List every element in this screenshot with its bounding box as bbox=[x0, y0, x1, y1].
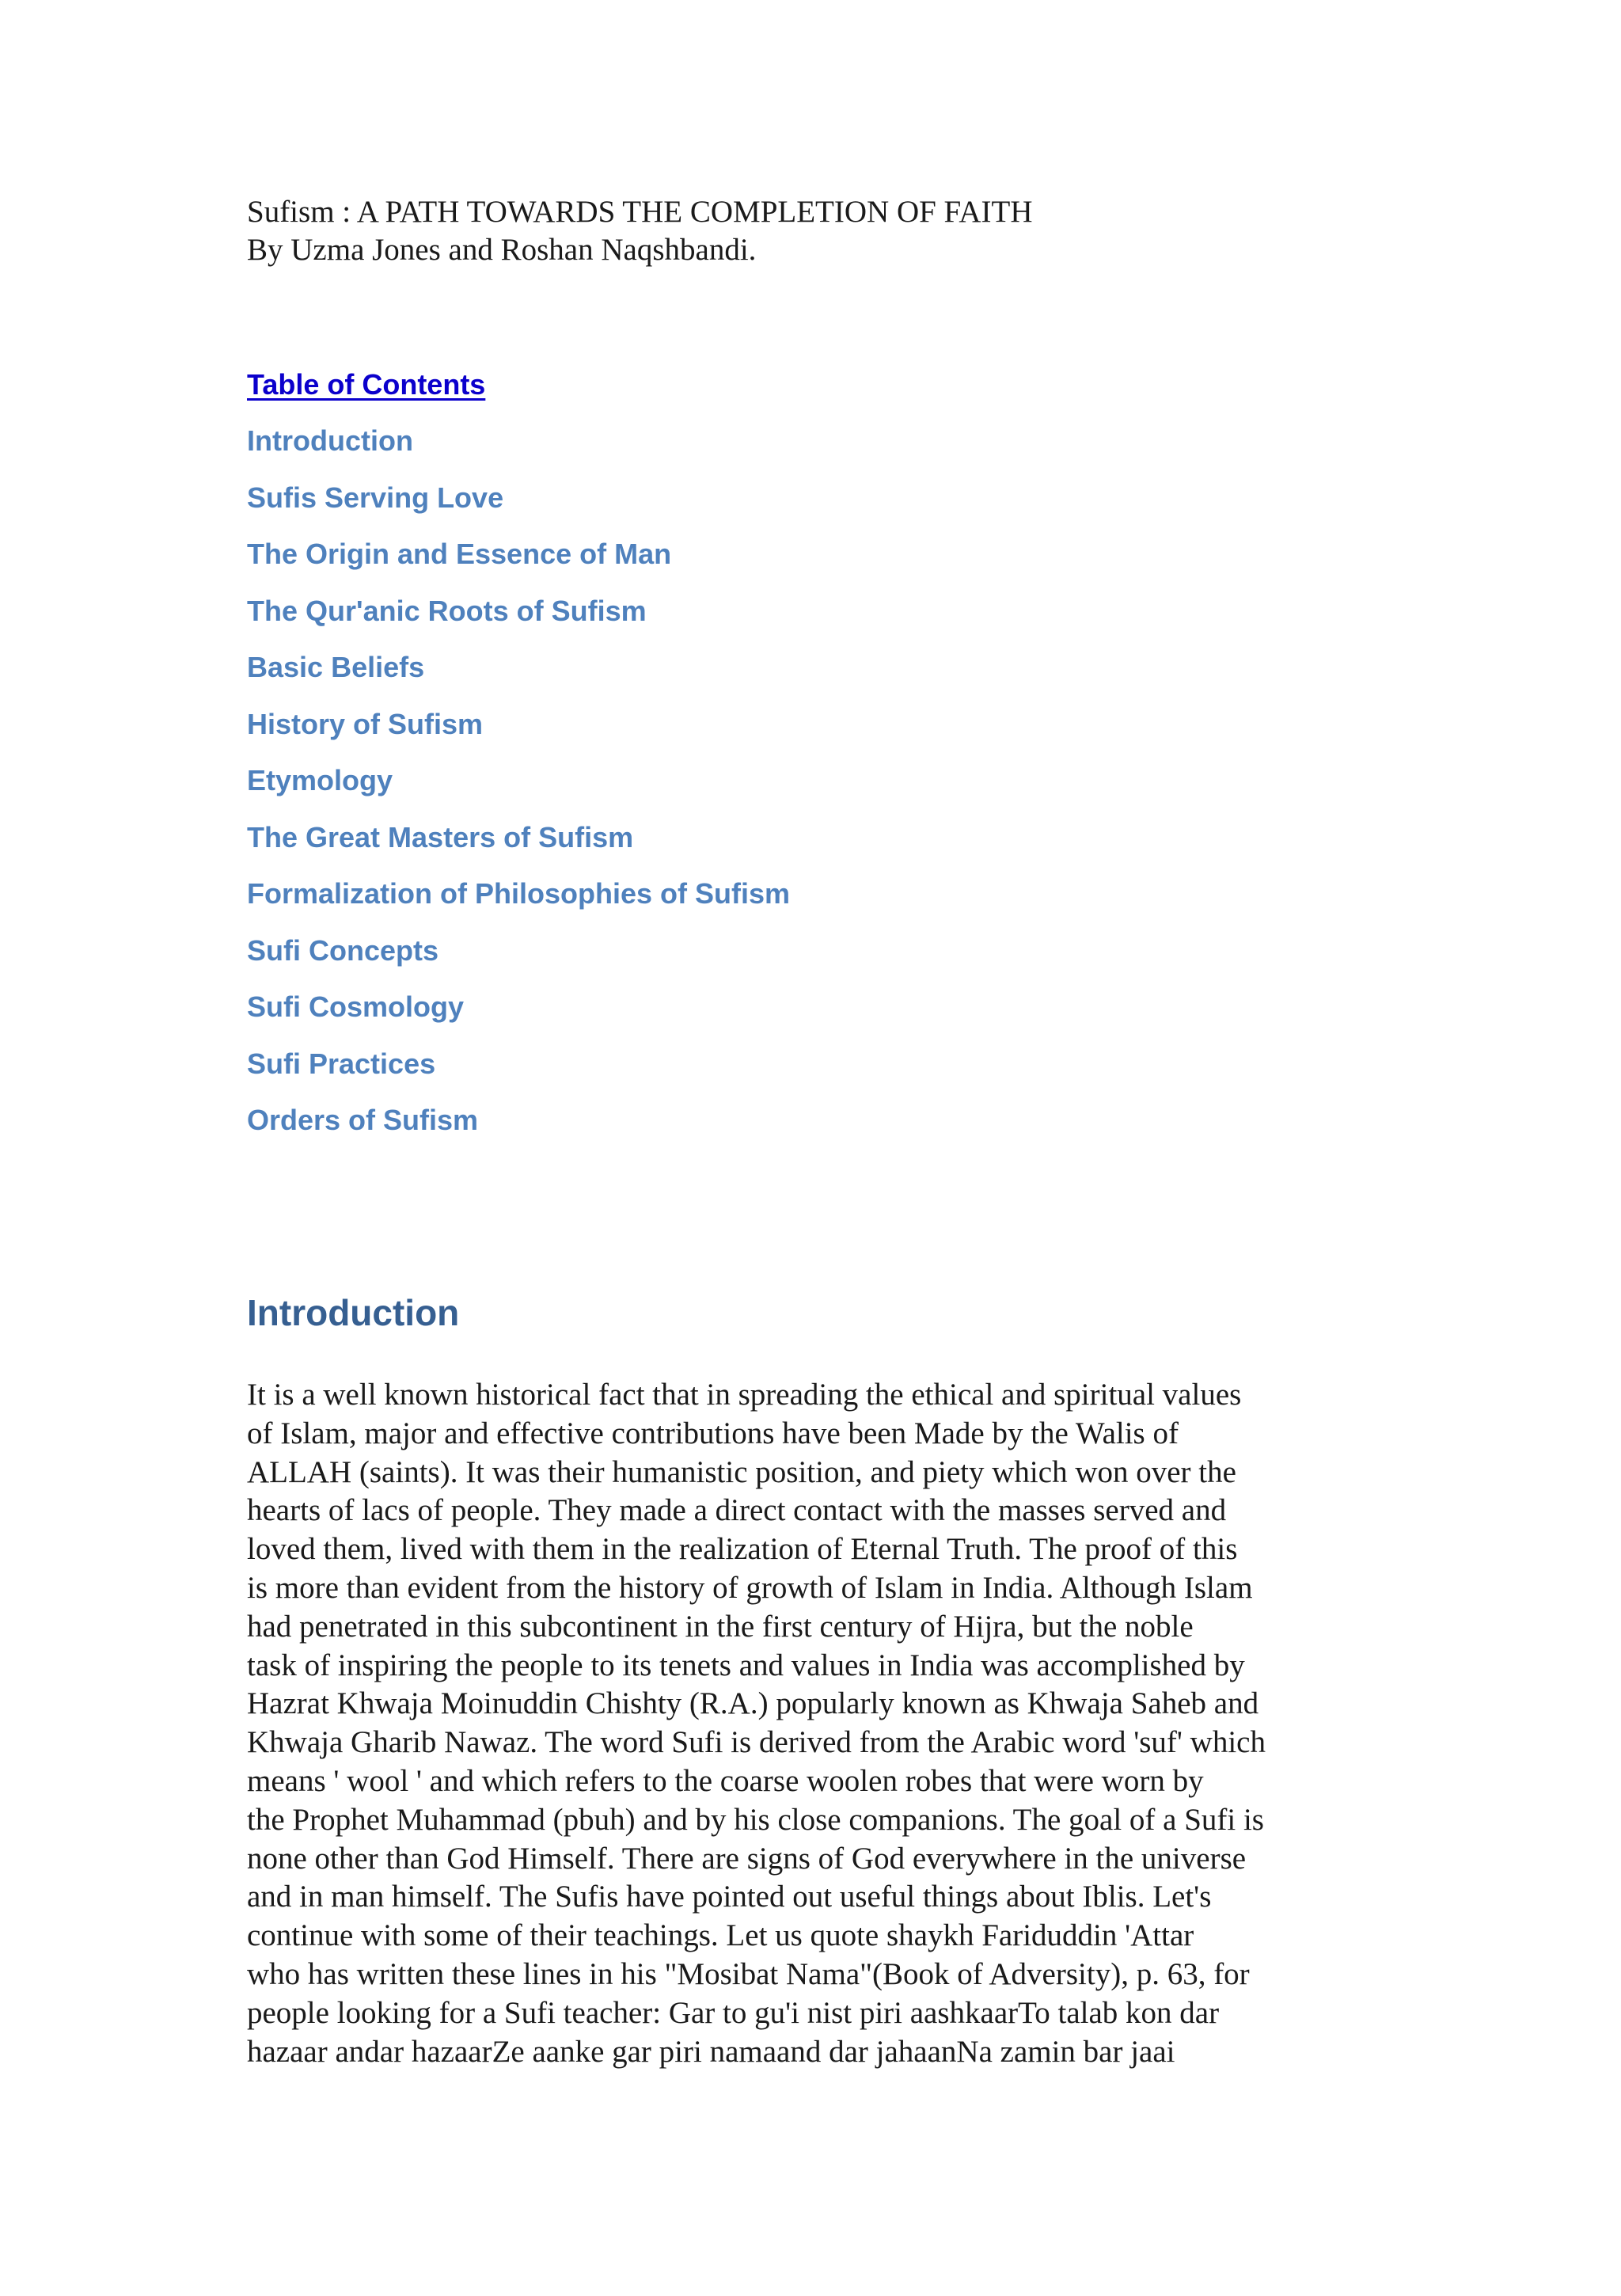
toc-item-orders-of-sufism[interactable]: Orders of Sufism bbox=[247, 1104, 479, 1136]
toc-item-sufis-serving-love[interactable]: Sufis Serving Love bbox=[247, 481, 504, 514]
paragraph-line: continue with some of their teachings. Let us quote shaykh Fariduddin 'Attar bbox=[247, 1918, 1194, 1953]
introduction-paragraph bbox=[247, 1376, 1387, 2071]
toc-list bbox=[247, 422, 790, 1158]
paragraph-line: Khwaja Gharib Nawaz. The word Sufi is derived from the Arabic word 'suf' which bbox=[247, 1725, 1266, 1760]
toc-heading-link[interactable]: Table of Contents bbox=[247, 368, 486, 401]
toc-item-great-masters[interactable]: The Great Masters of Sufism bbox=[247, 820, 634, 853]
paragraph-line: hearts of lacs of people. They made a direct contact with the masses served and bbox=[247, 1493, 1227, 1528]
paragraph-line: loved them, lived with them in the realization of Eternal Truth. The proof of this bbox=[247, 1532, 1238, 1567]
toc-item-basic-beliefs[interactable]: Basic Beliefs bbox=[247, 651, 425, 683]
paragraph-line: none other than God Himself. There are signs of God everywhere in the universe bbox=[247, 1841, 1247, 1876]
toc-item-sufi-cosmology[interactable]: Sufi Cosmology bbox=[247, 990, 465, 1023]
document-header bbox=[247, 193, 1032, 269]
toc-item-origin-essence-of-man[interactable]: The Origin and Essence of Man bbox=[247, 538, 672, 570]
paragraph-line: Hazrat Khwaja Moinuddin Chishty (R.A.) popularly known as Khwaja Saheb and bbox=[247, 1686, 1259, 1721]
toc-item-introduction[interactable]: Introduction bbox=[247, 424, 413, 457]
paragraph-line: means ' wool ' and which refers to the coarse woolen robes that were worn by bbox=[247, 1763, 1204, 1798]
paragraph-line: who has written these lines in his "Mosibat Nama"(Book of Adversity), p. 63, for bbox=[247, 1956, 1250, 1991]
introduction-heading: Introduction bbox=[247, 1292, 460, 1333]
document-byline: By Uzma Jones and Roshan Naqshbandi. bbox=[247, 233, 757, 267]
paragraph-line: hazaar andar hazaarZe aanke gar piri namaand dar jahaanNa zamin bar jaai bbox=[247, 2034, 1175, 2069]
paragraph-line: It is a well known historical fact that in spreading the ethical and spiritual values bbox=[247, 1378, 1242, 1412]
toc-item-sufi-practices[interactable]: Sufi Practices bbox=[247, 1047, 436, 1080]
paragraph-line: is more than evident from the history of growth of Islam in India. Although Islam bbox=[247, 1570, 1253, 1605]
document-title: Sufism : A PATH TOWARDS THE COMPLETION OF FAITH bbox=[247, 195, 1033, 229]
toc-item-etymology[interactable]: Etymology bbox=[247, 764, 393, 796]
toc-item-history-of-sufism[interactable]: History of Sufism bbox=[247, 707, 484, 740]
paragraph-line: of Islam, major and effective contributions have been Made by the Walis of bbox=[247, 1416, 1179, 1450]
paragraph-line: had penetrated in this subcontinent in the first century of Hijra, but the noble bbox=[247, 1609, 1194, 1644]
paragraph-line: the Prophet Muhammad (pbuh) and by his close companions. The goal of a Sufi is bbox=[247, 1802, 1264, 1837]
toc-item-formalization-of-philosophies[interactable]: Formalization of Philosophies of Sufism bbox=[247, 877, 791, 910]
toc-item-sufi-concepts[interactable]: Sufi Concepts bbox=[247, 933, 439, 967]
paragraph-line: ALLAH (saints). It was their humanistic position, and piety which won over the bbox=[247, 1454, 1236, 1489]
toc-item-quranic-roots[interactable]: The Qur'anic Roots of Sufism bbox=[247, 594, 647, 627]
paragraph-line: task of inspiring the people to its tenets and values in India was accomplished by bbox=[247, 1648, 1245, 1682]
paragraph-line: and in man himself. The Sufis have pointed out useful things about Iblis. Let's bbox=[247, 1880, 1212, 1914]
paragraph-line: people looking for a Sufi teacher: Gar to gu'i nist piri aashkaarTo talab kon dar bbox=[247, 1995, 1220, 2030]
table-of-contents bbox=[247, 366, 790, 1158]
